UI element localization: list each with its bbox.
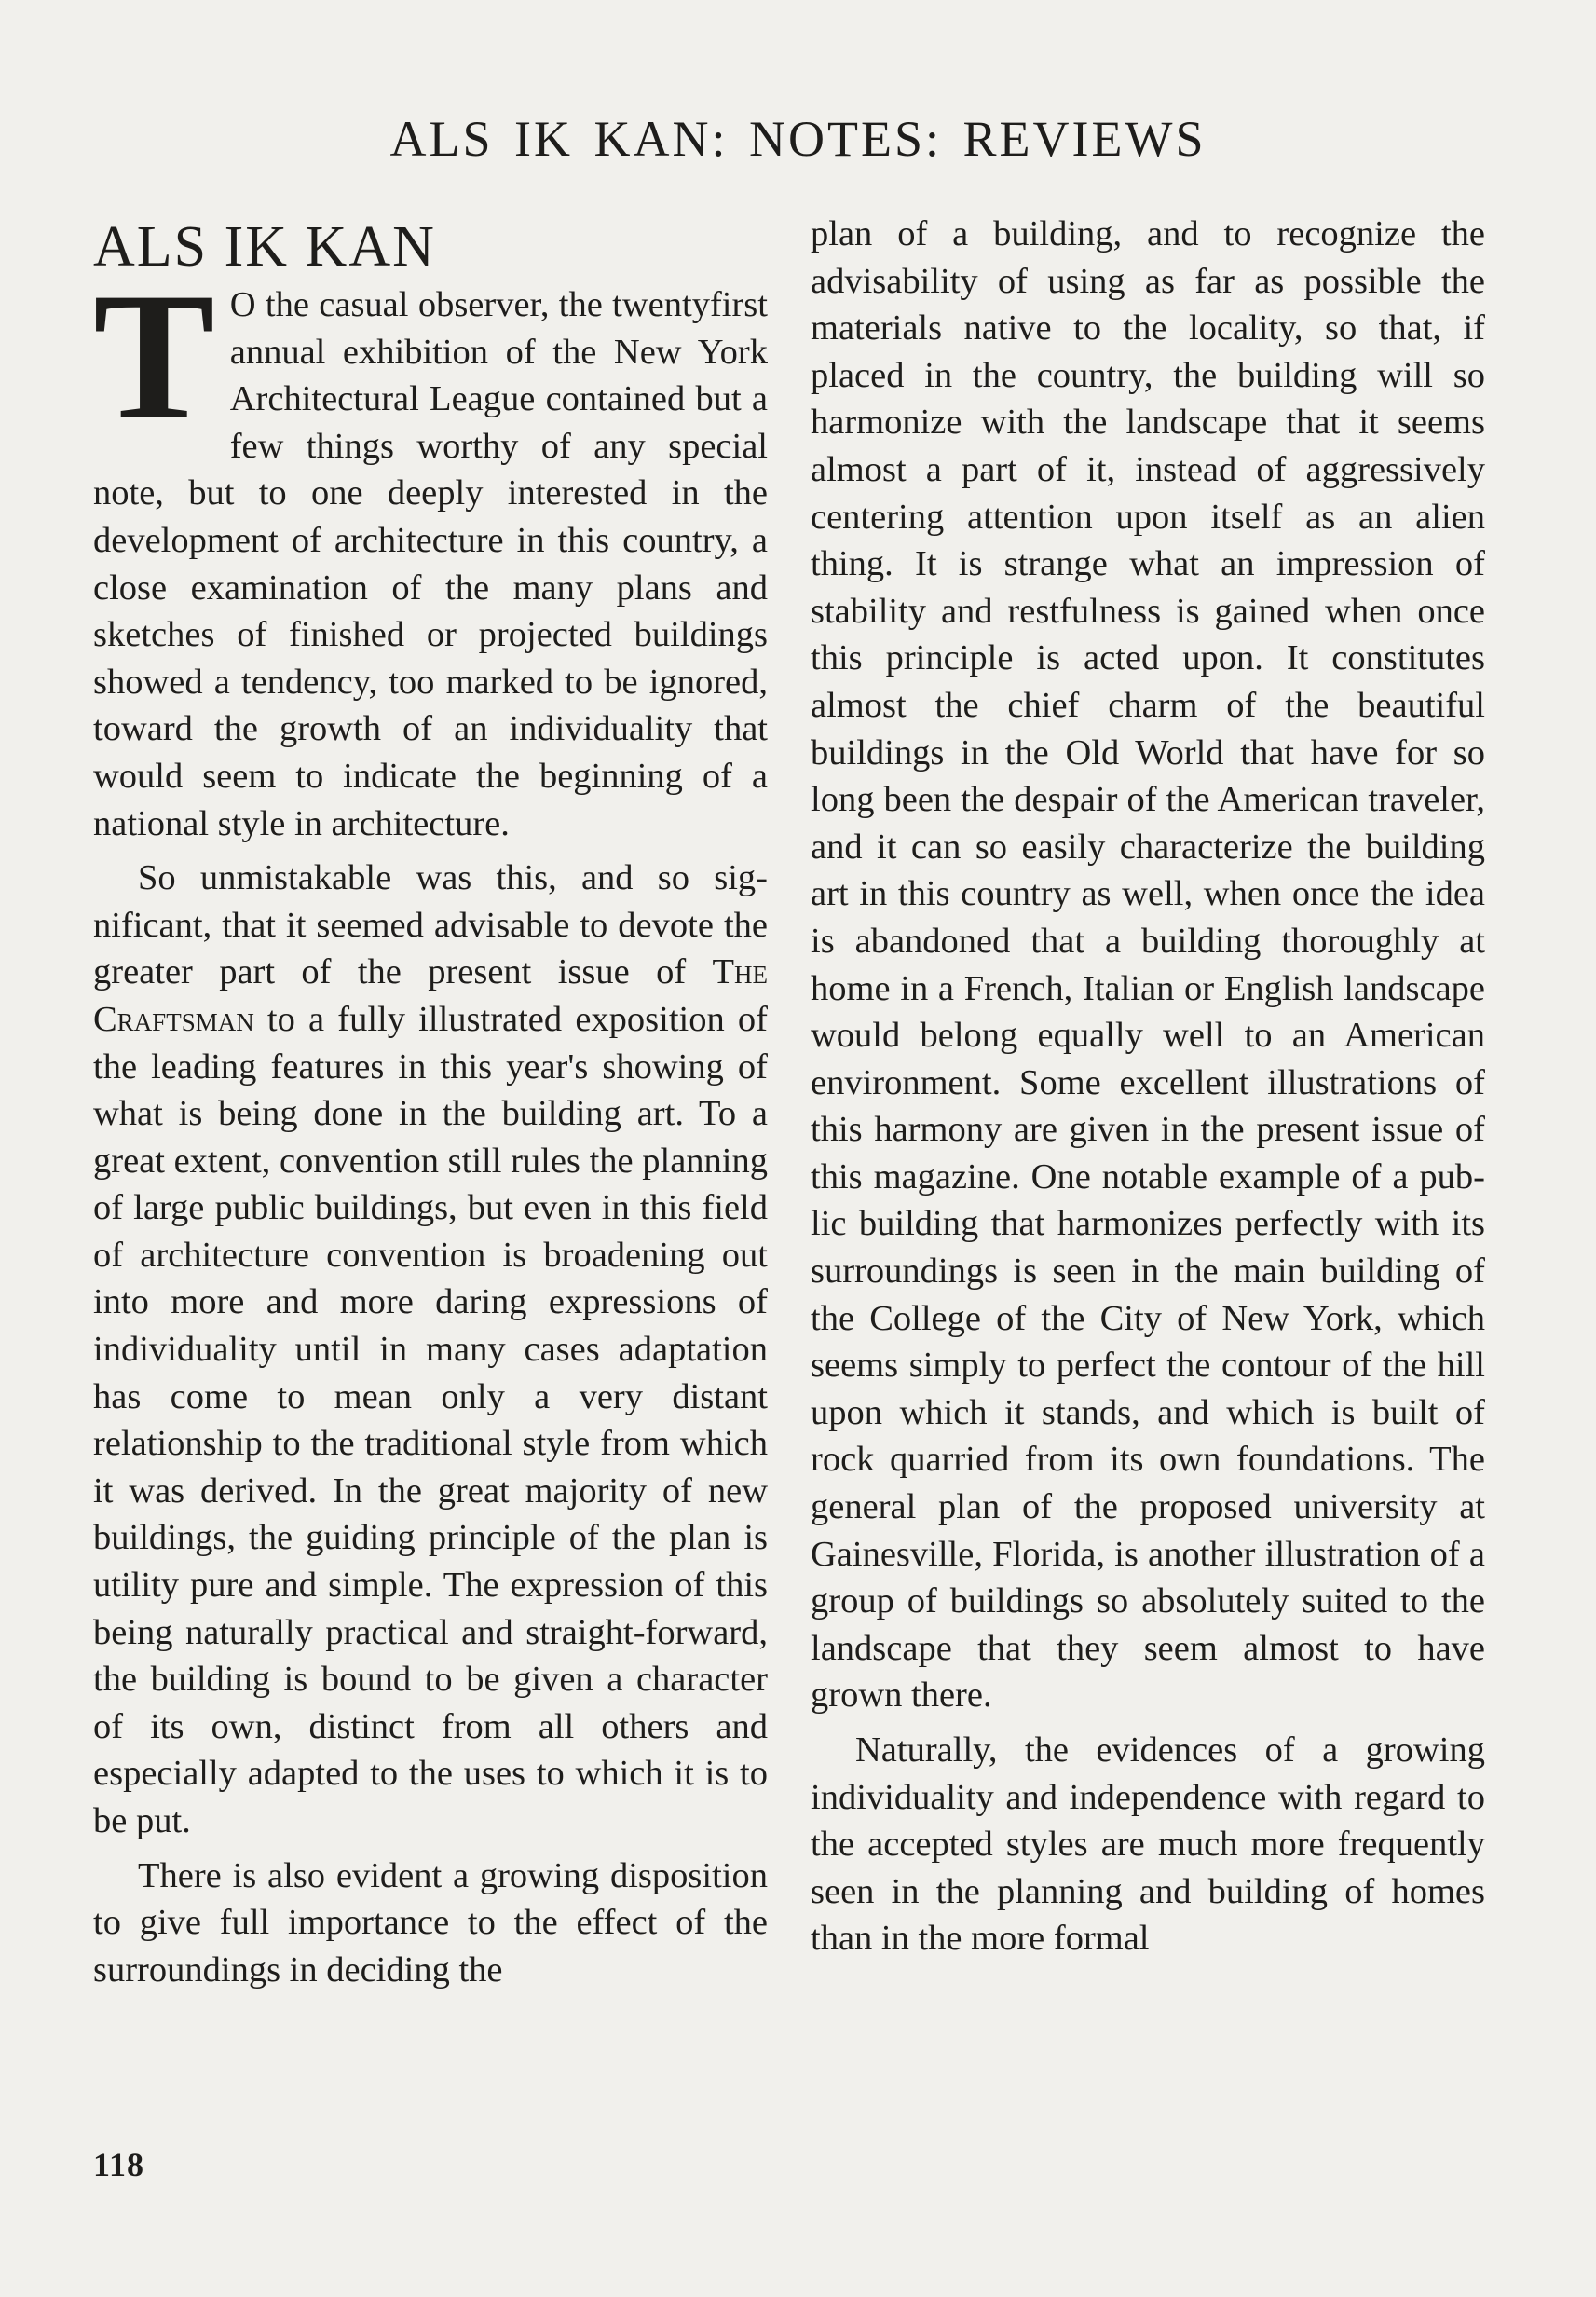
paragraph-2-end: to a fully illustrated exposition of the leading features in this year's showing of what is being done in the building art. To a great extent, convention still rules the planning of large public buildings, but even in this field of architecture convention is broadening out into more and more daring expressions of individuality until in many cases adaptation has come to mean only a very distant relationship to the traditional style from which it was derived. In the great majority of new buildings, the guiding principle of the plan is utility pure and simple. The expression of this being naturally practical and straight-forward, the building is bound to be given a character of its own, distinct from all others and especially adapted to the uses to which it is to be put. <box>93 999 768 1840</box>
right-column <box>811 211 1485 1962</box>
paragraph-1 <box>93 255 768 847</box>
page-number: 118 <box>93 2146 145 2183</box>
paragraph-3-continued: plan of a building, and to recognize the advisability of using as far as possible the materials native to the locality, so that, if placed in the country, the building will so harmonize with the landscape that it seems almost a part of it, instead of aggressively centering attention upon itself as an alien thing. It is strange what an impression of stability and restfulness is gained when once this principle is acted upon. It constitutes almost the chief charm of the beautiful buildings in the Old World that have for so long been the despair of the American traveler, and it can so easily characterize the building art in this country as well, when once the idea is abandoned that a building thoroughly at home in a French, Italian or English landscape would belong equally well to an American environment. Some excellent illustrations of this harmony are given in the present issue of this magazine. One notable example of a public building that harmonizes perfectly with its surroundings is seen in the main building of the College of the City of New York, which seems simply to perfect the contour of the hill upon which it stands, and which is built of rock quarried from its own foundations. The general plan of the proposed university at Gainesville, Florida, is another illustration of a group of buildings so absolutely suited to the landscape that they seem almost to have grown there. <box>811 214 1485 1716</box>
paragraph-1-text: O the casual observer, the twentyfirst annual exhibition of the New York Architectural League contained but a few things worthy of any special note, but to one deeply interested in the development of architecture in this country, a close examination of the many plans and sketches of finished or projected buildings showed a tendency, too marked to be ignored, toward the growth of an individuality that would seem to indicate the beginning of a national style in architecture. <box>93 285 768 843</box>
running-head: ALS IK KAN: NOTES: REVIEWS <box>389 111 1207 167</box>
left-column <box>93 216 768 1993</box>
paragraph-2 <box>93 855 768 1844</box>
article-title: ALS IK KAN <box>93 215 436 279</box>
magazine-name: The Craftsman <box>93 952 768 1039</box>
paragraph-2-start: So unmistakable was this, and so significant, that it seemed advisable to devote the greater part of the present issue of <box>93 858 768 992</box>
paragraph-3: There is also evident a growing disposition to give full importance to the effect of the surroundings in deciding the <box>93 1855 768 1989</box>
drop-cap: T <box>93 255 215 458</box>
paragraph-4: Naturally, the evidences of a growing individuality and independence with regard to the accepted styles are much more frequently seen in the planning and building of homes than in the more formal <box>811 1730 1485 1959</box>
